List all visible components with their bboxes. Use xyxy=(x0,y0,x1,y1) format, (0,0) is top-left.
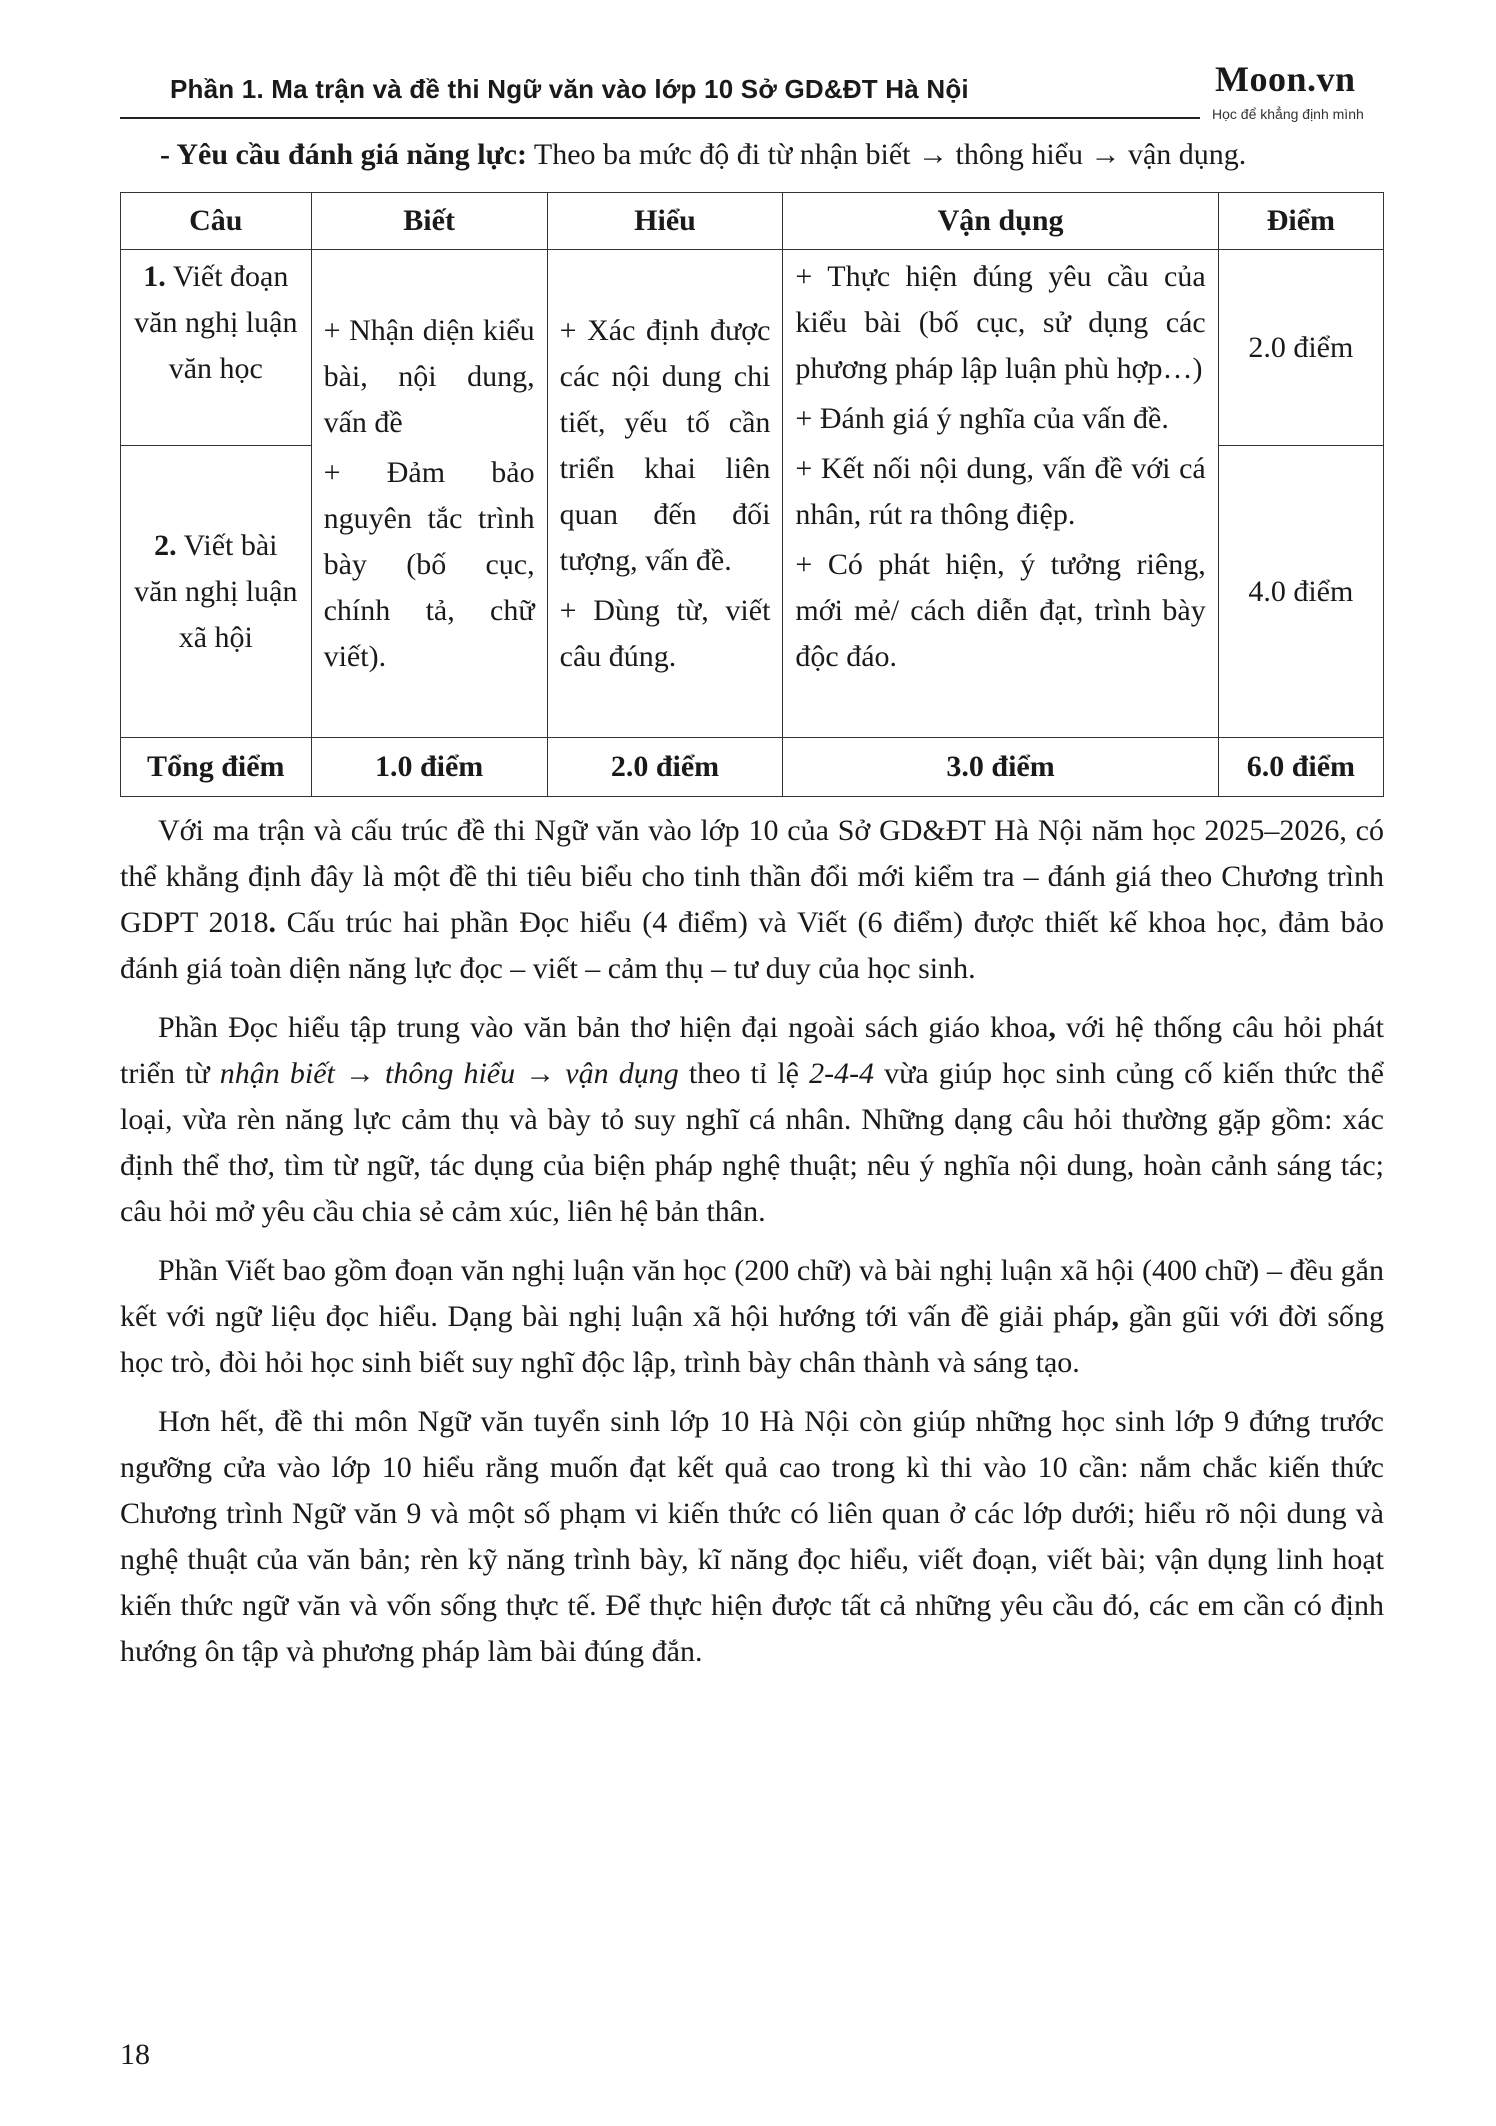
header-diem: Điểm xyxy=(1218,193,1383,250)
hieu-cell xyxy=(547,250,783,738)
paragraph-2-text-b: với hệ thống câu hỏi phát triển từ xyxy=(120,1011,1385,1090)
total-label: Tổng điểm xyxy=(121,738,312,797)
page-header-title: Phần 1. Ma trận và đề thi Ngữ văn vào lớp 10 Sở GD&ĐT Hà Nội xyxy=(170,74,969,104)
logo-tagline: Học để khẳng định mình xyxy=(1212,106,1364,122)
paragraph-1 xyxy=(120,808,1384,992)
row1-cau-number: 1. xyxy=(143,260,166,293)
row1-diem-cell: 2.0 điểm xyxy=(1218,250,1383,446)
assessment-requirement xyxy=(160,138,1246,172)
header-hieu: Hiểu xyxy=(547,193,783,250)
paragraph-2-italic-ratio: 2-4-4 xyxy=(809,1057,875,1090)
paragraph-2-text-d: vừa giúp học sinh củng cố kiến thức thể loại, vừa rèn năng lực cảm thụ và bày tỏ suy nghĩ cá nhân. Những dạng câu hỏi thường gặp gồm: xác định thể thơ, tìm từ ngữ, tác dụng của biện pháp nghệ thuật; nêu ý nghĩa nội dung, hoàn cảnh sáng tác; câu hỏi mở yêu cầu chia sẻ cảm xúc, liên hệ bản thân. xyxy=(120,1057,1384,1228)
assessment-matrix-table xyxy=(120,192,1384,797)
biet-item: + Nhận diện kiểu bài, nội dung, vấn đề xyxy=(323,313,535,439)
total-hieu: 2.0 điểm xyxy=(547,738,783,797)
moon-logo: Moon.vn xyxy=(1215,59,1356,99)
body-text xyxy=(120,808,1384,1688)
row2-cau-cell xyxy=(121,446,312,738)
paragraph-3-bold-comma: , xyxy=(1111,1300,1120,1333)
van-dung-item: + Kết nối nội dung, vấn đề với cá nhân, rút ra thông điệp. xyxy=(795,452,1206,531)
hieu-item: + Xác định được các nội dung chi tiết, yếu tố cần triển khai liên quan đến đối tượng, vấn đề. xyxy=(559,313,771,577)
total-row xyxy=(121,738,1384,797)
paragraph-2-text: Phần Đọc hiểu tập trung vào văn bản thơ hiện đại ngoài sách giáo khoa xyxy=(158,1011,1049,1044)
paragraph-2 xyxy=(120,1005,1384,1235)
paragraph-3-text-b: gần gũi với đời sống học trò, đòi hỏi học sinh biết suy nghĩ độc lập, trình bày chân thành và sáng tạo. xyxy=(120,1300,1384,1379)
van-dung-item: + Có phát hiện, ý tưởng riêng, mới mẻ/ cách diễn đạt, trình bày độc đáo. xyxy=(795,548,1206,673)
paragraph-4: Hơn hết, đề thi môn Ngữ văn tuyển sinh lớp 10 Hà Nội còn giúp những học sinh lớp 9 đứng trước ngưỡng cửa vào lớp 10 hiểu rằng muốn đạt kết quả cao trong kì thi vào 10 cần: nắm chắc kiến thức Chương trình Ngữ văn 9 và một số phạm vi kiến thức có liên quan ở các lớp dưới; hiểu rõ nội dung và nghệ thuật của văn bản; rèn kỹ năng trình bày, kĩ năng đọc hiểu, viết đoạn, viết bài; vận dụng linh hoạt kiến thức ngữ văn và vốn sống thực tế. Để thực hiện được tất cả những yêu cầu đó, các em cần có định hướng ôn tập và phương pháp làm bài đúng đắn. xyxy=(120,1405,1384,1668)
biet-cell xyxy=(311,250,547,738)
header-divider xyxy=(120,117,1200,119)
table-header-row xyxy=(121,193,1384,250)
paragraph-1-text-b: Cấu trúc hai phần Đọc hiểu (4 điểm) và Viết (6 điểm) được thiết kế khoa học, đảm bảo đánh giá toàn diện năng lực đọc – viết – cảm thụ – tư duy của học sinh. xyxy=(120,906,1384,985)
paragraph-2-italic-levels: nhận biết → thông hiểu → vận dụng xyxy=(219,1057,679,1090)
van-dung-cell xyxy=(783,250,1218,738)
paragraph-3-text: Phần Viết bao gồm đoạn văn nghị luận văn học (200 chữ) và bài nghị luận xã hội (400 chữ) – đều gắn kết với ngữ liệu đọc hiểu. Dạng bài nghị luận xã hội hướng tới vấn đề giải pháp xyxy=(120,1254,1384,1333)
paragraph-2-bold-comma: , xyxy=(1048,1011,1056,1044)
row2-diem-cell: 4.0 điểm xyxy=(1218,446,1383,738)
header-van-dung: Vận dụng xyxy=(783,193,1218,250)
paragraph-3 xyxy=(120,1248,1384,1386)
header-cau: Câu xyxy=(121,193,312,250)
paragraph-2-text-c: theo tỉ lệ xyxy=(678,1057,810,1090)
paragraph-1-text: Với ma trận và cấu trúc đề thi Ngữ văn vào lớp 10 của Sở GD&ĐT Hà Nội năm học 2025–2026, có thể khẳng định đây là một đề thi tiêu biểu cho tinh thần đổi mới kiểm tra – đánh giá theo Chương trình GDPT 2018 xyxy=(120,814,1384,939)
row1-cau-cell xyxy=(121,250,312,446)
table-row xyxy=(121,250,1384,446)
paragraph-1-bold-period: . xyxy=(268,906,276,939)
requirement-label: - Yêu cầu đánh giá năng lực: xyxy=(160,138,527,171)
total-van-dung: 3.0 điểm xyxy=(783,738,1218,797)
hieu-item: + Dùng từ, viết câu đúng. xyxy=(559,593,771,673)
total-diem: 6.0 điểm xyxy=(1218,738,1383,797)
requirement-text: Theo ba mức độ đi từ nhận biết → thông hiểu → vận dụng. xyxy=(526,138,1247,171)
row2-cau-text: Viết bài văn nghị luận xã hội xyxy=(134,528,298,654)
van-dung-item: + Thực hiện đúng yêu cầu của kiểu bài (bố cục, sử dụng các phương pháp lập luận phù hợp…) xyxy=(795,260,1206,385)
row2-cau-number: 2. xyxy=(154,528,177,562)
van-dung-item: + Đánh giá ý nghĩa của vấn đề. xyxy=(795,402,1169,435)
page-number: 18 xyxy=(120,2038,150,2071)
header-biet: Biết xyxy=(311,193,547,250)
biet-item: + Đảm bảo nguyên tắc trình bày (bố cục, chính tả, chữ viết). xyxy=(323,455,535,673)
row1-cau-text: Viết đoạn văn nghị luận văn học xyxy=(134,260,298,385)
total-biet: 1.0 điểm xyxy=(311,738,547,797)
